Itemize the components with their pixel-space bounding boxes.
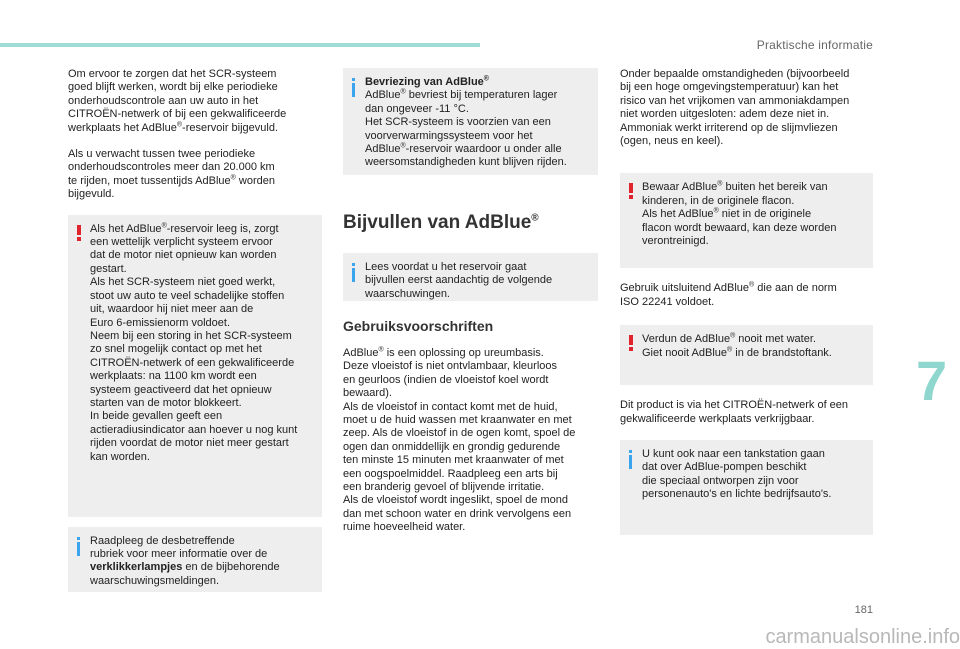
- info-icon: [628, 450, 632, 470]
- paragraph-interim-refill: Als u verwacht tussen twee periodieke onderhoudscontroles meer dan 20.000 km te rijden, moet tussentijds AdBlue® worden bijgevuld.: [68, 148, 275, 201]
- section-title: Bijvullen van AdBlue®: [343, 212, 539, 233]
- info-icon: [76, 537, 80, 557]
- paragraph-iso-norm: Gebruik uitsluitend AdBlue® die aan de norm ISO 22241 voldoet.: [620, 281, 837, 308]
- paragraph-availability: Dit product is via het CITROËN-netwerk of een gekwalificeerde werkplaats verkrijgbaar.: [620, 399, 849, 425]
- info-box-warning-lights: Raadpleeg de desbetreffende rubriek voor meer informatie over de verklikkerlampjes en de bijbehorende waarschuwingsmeldingen.: [68, 527, 322, 592]
- info-box-freezing: Bevriezing van AdBlue® AdBlue® bevriest bij temperaturen lager dan ongeveer -11 °C. Het SCR-systeem is voorzien van een voorverwarmingssysteem voor het AdBlue®-reservoir waardoor u onder alle weersomstandigheden kunt blijven rijden.: [343, 68, 598, 175]
- paragraph-ammonia: Onder bepaalde omstandigheden (bijvoorbeeld bij een hoge omgevingstemperatuur) kan het risico van het vrijkomen van ammoniakdampen niet worden uitgesloten: adem deze niet in. Ammoniak werkt irriterend op de slijmvliezen (ogen, neus en keel).: [620, 68, 850, 148]
- paragraph-scr-maintenance: Om ervoor te zorgen dat het SCR-systeem goed blijft werken, wordt bij elke periodieke onderhoudscontrole aan uw auto in het CITROËN-netwerk of bij een gekwalificeerde werkplaats het AdBlue®-reservoir bijgevuld.: [68, 68, 287, 134]
- warning-icon: [76, 225, 81, 241]
- watermark: carmanualsonline.info: [765, 626, 960, 648]
- info-box-read-warnings: Lees voordat u het reservoir gaat bijvullen eerst aandachtig de volgende waarschuwingen.: [343, 253, 598, 301]
- warning-box-storage: Bewaar AdBlue® buiten het bereik van kinderen, in de originele flacon. Als het AdBlue® niet in de originele flacon wordt bewaard, kan deze worden verontreinigd.: [620, 173, 873, 268]
- subsection-title: Gebruiksvoorschriften: [343, 318, 494, 334]
- warning-icon: [628, 183, 633, 199]
- warning-box-empty-reservoir: Als het AdBlue®-reservoir leeg is, zorgt een wettelijk verplicht systeem ervoor dat de motor niet opnieuw kan worden gestart. Als het SCR-systeem niet goed werkt, stoot uw auto te veel schadelijke stoffen uit, waardoor hij niet meer aan de Euro 6-emissienorm voldoet. Neem bij een storing in het SCR-systeem zo snel mogelijk contact op met het CITROËN-netwerk of een gekwalificeerde werkplaats: na 1100 km wordt een systeem geactiveerd dat het opnieuw starten van de motor blokkeert. In beide gevallen geeft een actieradiusindicator aan hoever u nog kunt rijden voordat de motor niet meer gestart kan worden.: [68, 215, 322, 517]
- page-number: 181: [854, 604, 873, 616]
- warning-box-dilution: Verdun de AdBlue® nooit met water. Giet nooit AdBlue® in de brandstoftank.: [620, 325, 873, 385]
- chapter-number: 7: [916, 349, 948, 412]
- column-middle: [343, 68, 598, 548]
- header-accent-bar: [0, 43, 480, 47]
- paragraph-usage-instructions: AdBlue® is een oplossing op ureumbasis. Deze vloeistof is niet ontvlambaar, kleurloos en geurloos (indien de vloeistof koel wordt bewaard). Als de vloeistof in contact komt met de huid, moet u de huid wassen met kraanwater en met zeep. Als de vloeistof in de ogen komt, spoel de ogen dan onmiddellijk en grondig gedurende ten minste 15 minuten met kraanwater of met een oogspoelmiddel. Raadpleeg een arts bij een branderig gevoel of blijvende irritatie. Als de vloeistof wordt ingeslikt, spoel de mond dan met schoon water en drink vervolgens een ruime hoeveelheid water.: [343, 346, 576, 534]
- page-header-title: Praktische informatie: [756, 38, 873, 52]
- info-box-gas-station: U kunt ook naar een tankstation gaan dat over AdBlue-pompen beschikt die speciaal ontworpen zijn voor personenauto's en lichte bedrijfsauto's.: [620, 440, 873, 535]
- info-icon: [351, 78, 355, 98]
- column-right: [620, 68, 873, 535]
- info-icon: [351, 263, 355, 283]
- column-left: [68, 68, 322, 592]
- warning-icon: [628, 335, 633, 351]
